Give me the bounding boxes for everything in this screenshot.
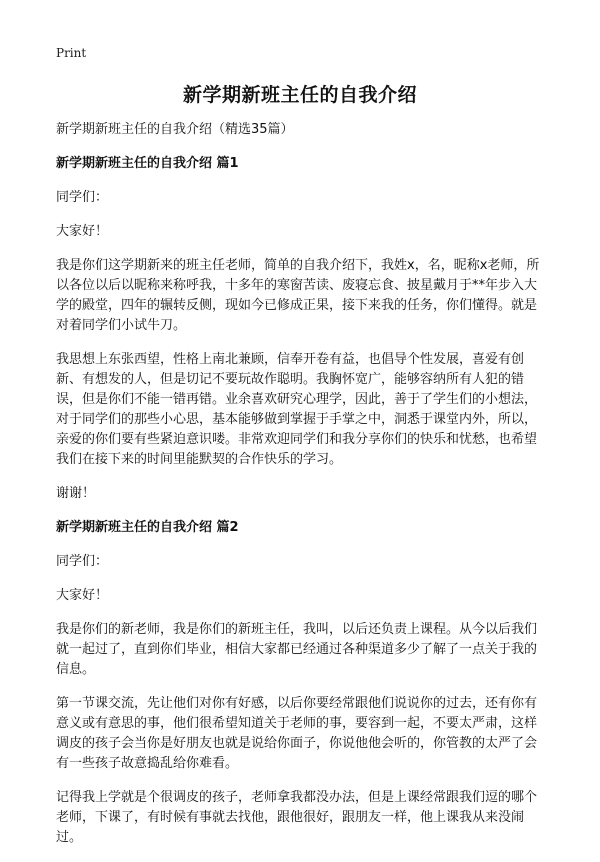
paragraph: 谢谢！ — [56, 486, 96, 501]
paragraph: 同学们： — [56, 554, 109, 569]
paragraph: 记得我上学就是个很调皮的孩子，老师拿我都没办法，但是上课经常跟我们逗的哪个老师，下课了，有时候有事就去找他，跟他很好，跟朋友一样，他上课我从来没闹过。 — [56, 790, 538, 845]
document-subtitle: 新学期新班主任的自我介绍（精选35篇） — [56, 122, 294, 137]
paragraph: 大家好！ — [56, 588, 109, 603]
document-body — [56, 120, 546, 862]
section-heading: 新学期新班主任的自我介绍 篇2 — [56, 520, 239, 535]
paragraph: 我是你们的新老师，我是你们的新班主任，我叫，以后还负责上课程。从今以后我们就一起过了，直到你们毕业，相信大家都已经通过各种渠道多少了解了一点关于我的信息。 — [56, 622, 538, 677]
section-1 — [56, 154, 546, 504]
paragraph: 大家好！ — [56, 224, 109, 239]
paragraph: 我是你们这学期新来的班主任老师，简单的自我介绍下，我姓x，名，昵称x老师，所以各位以后以昵称来称呼我，十多年的寒窗苦读、废寝忘食、披星戴月于**年步入大学的殿堂，四年的辗转反侧，现如今已修成正果，接下来我的任务，你们懂得。就是对着同学们小试牛刀。 — [56, 258, 540, 333]
print-label: Print — [56, 46, 87, 60]
section-2 — [56, 518, 546, 848]
document-title: 新学期新班主任的自我介绍 — [182, 84, 417, 106]
paragraph: 第一节课交流，先让他们对你有好感，以后你要经常跟他们说说你的过去，还有你有意义或有意思的事，他们很希望知道关于老师的事，要容到一起，不要太严肃，这样调皮的孩子会当你是好朋友也就是说给你面子，你说他他会听的，你管教的太严了会有一些孩子故意捣乱给你难看。 — [56, 696, 538, 771]
section-heading: 新学期新班主任的自我介绍 篇1 — [56, 156, 239, 171]
paragraph: 我思想上东张西望，性格上南北兼顾，信奉开卷有益，也倡导个性发展，喜爱有创新、有想发的人，但是切记不要玩故作聪明。我胸怀宽广，能够容纳所有人犯的错误，但是你们不能一错再错。业余喜欢研究心理学，因此，善于了学生们的小想法，对于同学们的那些小心思，基本能够做到掌握于手掌之中，洞悉于课堂内外，所以，亲爱的你们要有些紧迫意识喽。非常欢迎同学们和我分享你们的快乐和忧愁，也希望我们在接下来的时间里能默契的合作快乐的学习。 — [56, 352, 538, 467]
paragraph: 同学们： — [56, 190, 109, 205]
